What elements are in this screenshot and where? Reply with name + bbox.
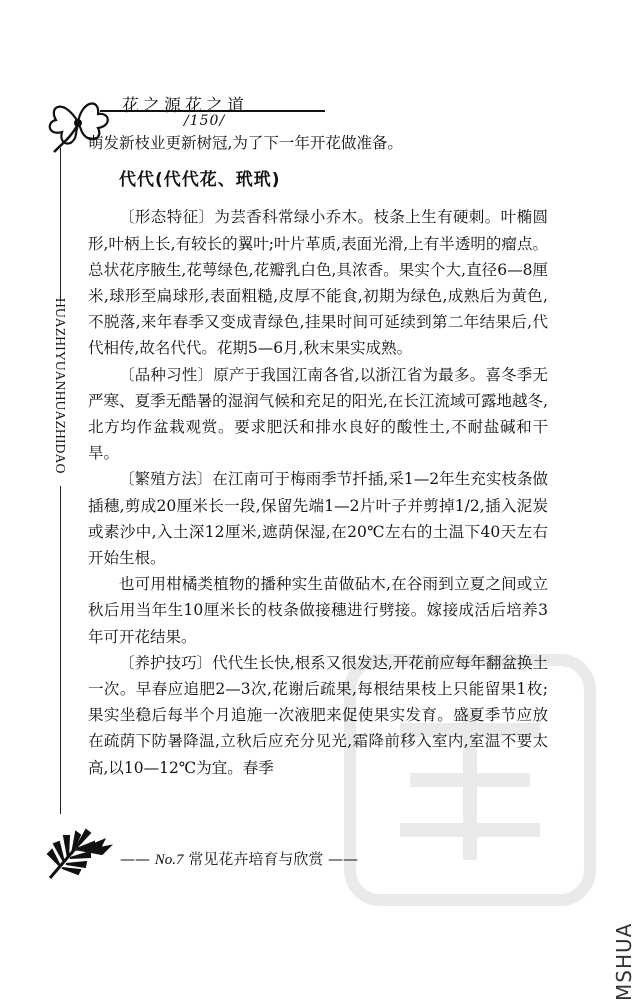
lead-line: 萌发新枝业更新树冠,为了下一年开花做准备。: [88, 134, 403, 152]
margin-rule-top: [60, 148, 61, 300]
scan-watermark-text: MSHUA: [612, 922, 636, 1001]
scan-watermark: [612, 876, 636, 1001]
library-stamp-icon: [340, 650, 600, 910]
paragraph: 〔形态特征〕为芸香科常绿小乔木。枝条上生有硬刺。叶椭圆形,叶柄上长,有较长的翼叶;叶片革质,表面光滑,上有半透明的瘤点。总状花序腋生,花萼绿色,花瓣乳白色,具浓香。果实个大,直径6—8厘米,球形至扁球形,表面粗糙,皮厚不能食,初期为绿色,成熟后为黄色,不脱落,来年春季又变成青绿色,挂果时间可延续到第二年结果后,代代相传,故名代代。花期5—6月,秋末果实成熟。: [88, 208, 548, 358]
page-number: /150/: [184, 113, 226, 129]
paragraph: 〔繁殖方法〕在江南可于梅雨季节扦插,采1—2年生充实枝条做插穗,剪成20厘米长一段,保留先端1—2片叶子并剪掉1/2,插入泥炭或素沙中,入土深12厘米,遮荫保湿,在20℃左右的土温下40天左右开始生根。: [88, 470, 548, 568]
footer-dash-right: ——: [328, 850, 359, 868]
margin-rule-bottom: [60, 486, 61, 814]
footer-dash-left: ——: [120, 850, 150, 868]
running-footer: [120, 848, 358, 869]
chapter-title: 常见花卉培育与欣赏: [188, 850, 324, 868]
plant-ornament-icon: [40, 820, 118, 882]
vertical-series-title: [48, 298, 74, 484]
header-rule: [100, 110, 325, 112]
paragraph: 〔养护技巧〕代代生长快,根系又很发达,开花前应每年翻盆换土一次。早春应追肥2—3次,花谢后疏果,每根结果枝上只能留果1枚;果实坐稳后每半个月追施一次液肥来促使果实发育。盛夏季节应放在疏荫下防暑降温,立秋后应充分见光,霜降前移入室内,室温不要太高,以10—12℃为宜。春季: [88, 653, 548, 777]
chapter-number: No.7: [154, 852, 184, 868]
paragraph: 〔品种习性〕原产于我国江南各省,以浙江省为最多。喜冬季无严寒、夏季无酷暑的湿润气候和充足的阳光,在长江流域可露地越冬,北方均作盆栽观赏。要求肥沃和排水良好的酸性土,不耐盐碱和干旱。: [88, 365, 548, 463]
vertical-series-title-text: HUAZHIYUANHUAZHIDAO: [53, 298, 68, 474]
section-title: 代代(代代花、玳玳): [119, 170, 281, 191]
running-header-title: 花之源花之道: [122, 96, 248, 116]
paragraph: 也可用柑橘类植物的播种实生苗做砧木,在谷雨到立夏之间或立秋后用当年生10厘米长的枝条做接穗进行劈接。嫁接成活后培养3年可开花结果。: [88, 575, 548, 646]
